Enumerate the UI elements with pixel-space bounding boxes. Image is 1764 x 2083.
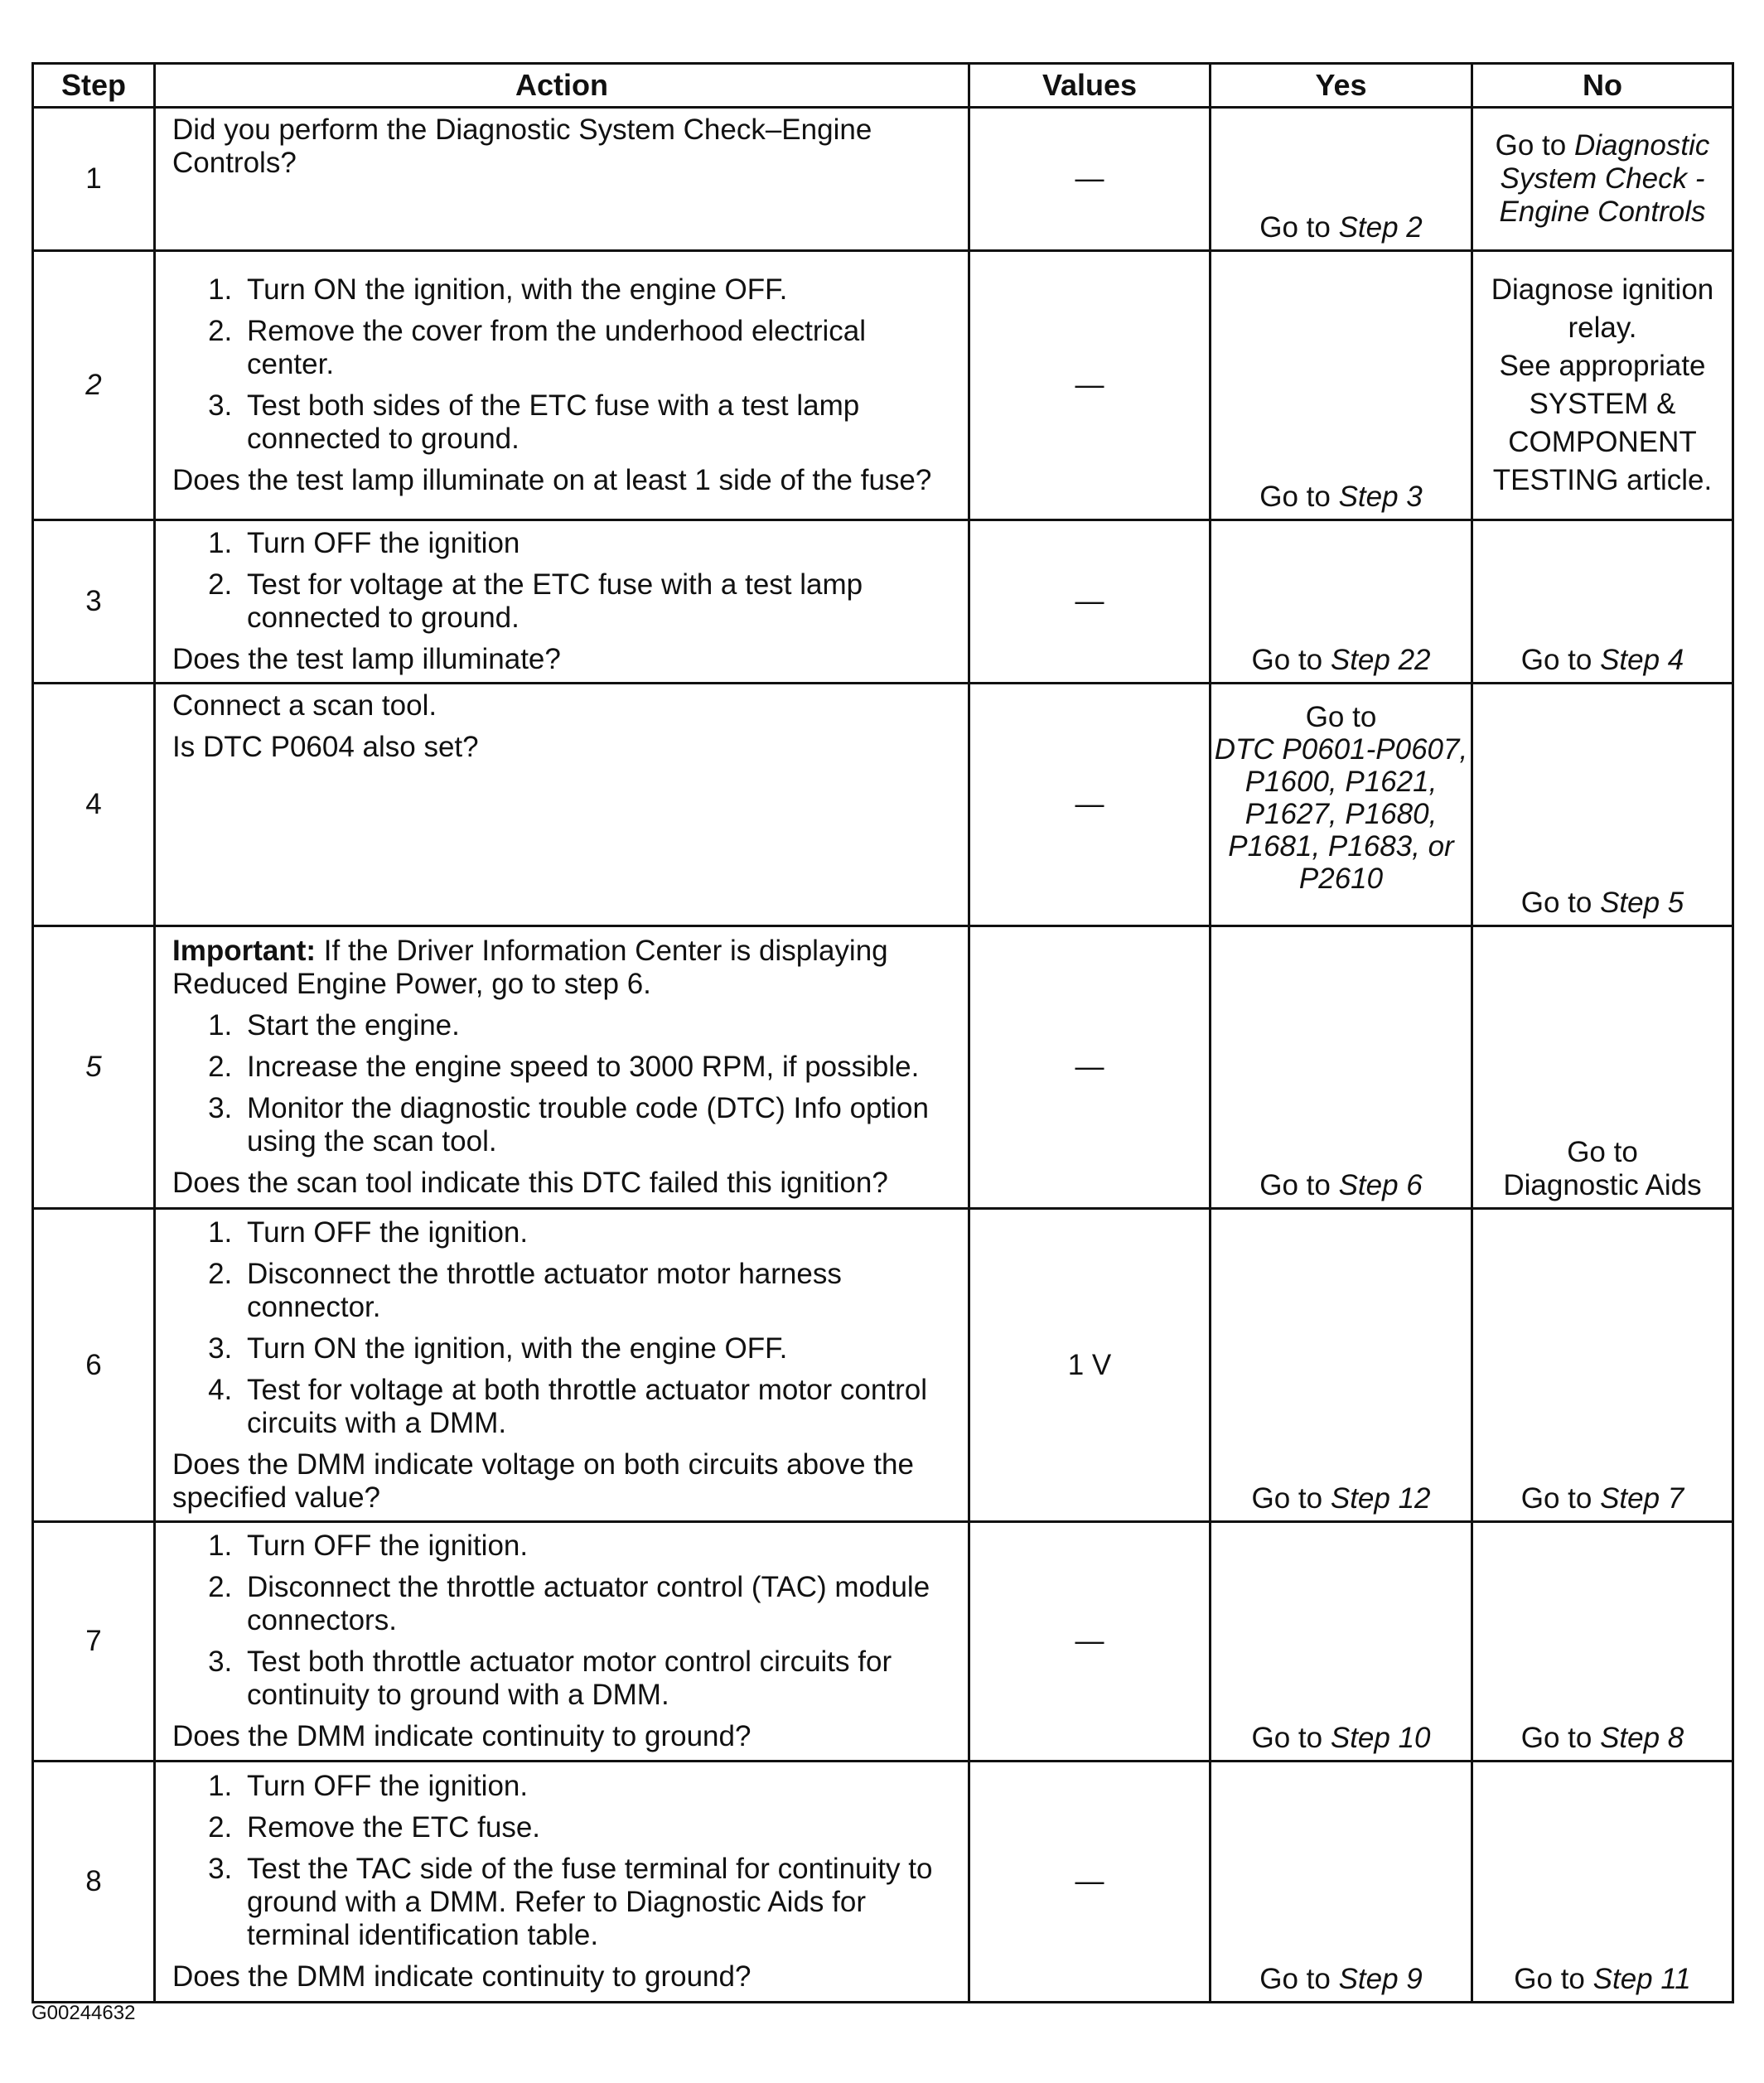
yes-cell: [1211, 520, 1472, 684]
action-cell: [155, 1209, 969, 1522]
no-cell: [1472, 108, 1733, 251]
table-row-step-3: [33, 520, 1733, 684]
action-question: Does the DMM indicate voltage on both circuits above the specified value?: [172, 1447, 914, 1514]
no-prefix: Go to: [1495, 129, 1567, 162]
no-cell: [1472, 926, 1733, 1209]
yes-prefix: Go to: [1251, 644, 1323, 676]
no-line: Go to: [1567, 1136, 1638, 1168]
step-number: 8: [33, 1762, 155, 2003]
no-cell: [1472, 251, 1733, 520]
no-cell: [1472, 1762, 1733, 2003]
header-yes: Yes: [1211, 64, 1472, 108]
important-label: Important:: [172, 935, 317, 967]
yes-target-line: DTC P0601-P0607,: [1214, 733, 1468, 766]
action-cell: [155, 520, 969, 684]
action-question: Does the DMM indicate continuity to ground?: [172, 1960, 752, 1993]
yes-target: Step 3: [1338, 481, 1423, 513]
yes-cell: [1211, 108, 1472, 251]
action-cell: [155, 108, 969, 251]
table-row-step-6: [33, 1209, 1733, 1522]
header-no: No: [1472, 64, 1733, 108]
action-item: 1. Turn OFF the ignition: [240, 527, 956, 560]
yes-target: Step 6: [1338, 1169, 1423, 1201]
action-cell: [155, 684, 969, 926]
action-item: 3. Monitor the diagnostic trouble code (DTC) Info option using the scan tool.: [240, 1092, 956, 1158]
yes-target: Step 9: [1338, 1963, 1423, 1995]
yes-target: Step 22: [1330, 644, 1431, 676]
yes-prefix: Go to: [1259, 211, 1331, 244]
action-question: Does the test lamp illuminate on at least 1 side of the fuse?: [172, 464, 932, 496]
action-line: Connect a scan tool.: [172, 689, 437, 722]
action-question: Does the scan tool indicate this DTC failed this ignition?: [172, 1167, 888, 1199]
value-cell: 1 V: [969, 1209, 1211, 1522]
step-number: 2: [33, 251, 155, 520]
yes-prefix: Go to: [1259, 481, 1331, 513]
action-item: 1. Turn ON the ignition, with the engine OFF.: [240, 273, 956, 307]
no-line: Diagnose ignition: [1491, 273, 1714, 306]
table-row-step-2: [33, 251, 1733, 520]
step-number: 4: [33, 684, 155, 926]
header-values: Values: [969, 64, 1211, 108]
no-prefix: Go to: [1520, 1482, 1592, 1515]
action-item: 4. Test for voltage at both throttle actuator motor control circuits with a DMM.: [240, 1374, 956, 1440]
yes-prefix: Go to: [1251, 1722, 1323, 1754]
no-prefix: Go to: [1520, 644, 1592, 676]
no-target: Diagnostic System Check - Engine Controls: [1499, 129, 1710, 228]
step-number: 7: [33, 1522, 155, 1762]
action-question: Is DTC P0604 also set?: [172, 731, 479, 763]
action-item: 3. Test the TAC side of the fuse terminal for continuity to ground with a DMM. Refer to Diagnostic Aids for terminal identification table.: [240, 1853, 956, 1952]
no-line: See appropriate: [1499, 350, 1706, 382]
action-item: 1. Turn OFF the ignition.: [240, 1530, 956, 1563]
action-item: 1. Turn OFF the ignition.: [240, 1770, 956, 1803]
step-number: 6: [33, 1209, 155, 1522]
action-cell: [155, 1762, 969, 2003]
table-row-step-5: [33, 926, 1733, 1209]
yes-target: Step 2: [1338, 211, 1423, 244]
table-row-step-1: [33, 108, 1733, 251]
header-row: [33, 64, 1733, 108]
yes-target: Step 10: [1330, 1722, 1431, 1754]
table-row-step-8: [33, 1762, 1733, 2003]
no-cell: [1472, 684, 1733, 926]
action-item: 3. Test both throttle actuator motor control circuits for continuity to ground with a DMM.: [240, 1646, 956, 1712]
value-cell: —: [969, 520, 1211, 684]
no-line: relay.: [1568, 312, 1637, 344]
no-target: Step 7: [1600, 1482, 1684, 1515]
action-item: 2. Disconnect the throttle actuator motor harness connector.: [240, 1258, 956, 1324]
important-text: If the Driver Information Center is displaying Reduced Engine Power, go to step 6.: [172, 935, 888, 1000]
yes-target-line: P1627, P1680,: [1244, 798, 1438, 830]
yes-prefix: Go to: [1259, 1169, 1331, 1201]
yes-cell: [1211, 1209, 1472, 1522]
yes-cell: [1211, 1522, 1472, 1762]
yes-target-line: P1681, P1683, or: [1228, 830, 1454, 863]
action-question: Does the DMM indicate continuity to ground?: [172, 1720, 752, 1752]
no-prefix: Go to: [1520, 887, 1592, 919]
action-item: 3. Turn ON the ignition, with the engine OFF.: [240, 1332, 956, 1365]
header-action: Action: [155, 64, 969, 108]
action-item: 2. Remove the ETC fuse.: [240, 1811, 956, 1844]
action-item: 2. Increase the engine speed to 3000 RPM, if possible.: [240, 1051, 956, 1084]
no-line: SYSTEM &: [1529, 388, 1676, 420]
value-cell: —: [969, 251, 1211, 520]
step-number: 1: [33, 108, 155, 251]
step-number: 3: [33, 520, 155, 684]
yes-cell: [1211, 926, 1472, 1209]
no-target: Step 4: [1600, 644, 1684, 676]
important-note: [172, 935, 956, 1001]
no-cell: [1472, 1522, 1733, 1762]
action-item: 2. Remove the cover from the underhood electrical center.: [240, 315, 956, 381]
table-row-step-4: [33, 684, 1733, 926]
action-question: Does the test lamp illuminate?: [172, 643, 561, 675]
no-target: Step 5: [1600, 887, 1684, 919]
table-row-step-7: [33, 1522, 1733, 1762]
action-cell: [155, 1522, 969, 1762]
yes-target: Step 12: [1330, 1482, 1431, 1515]
yes-cell: [1211, 684, 1472, 926]
diagnostic-table: [31, 62, 1734, 2003]
yes-prefix: Go to: [1305, 701, 1377, 733]
no-cell: [1472, 520, 1733, 684]
value-cell: —: [969, 684, 1211, 926]
no-prefix: Go to: [1514, 1963, 1585, 1995]
action-item: 2. Disconnect the throttle actuator control (TAC) module connectors.: [240, 1571, 956, 1637]
no-prefix: Go to: [1520, 1722, 1592, 1754]
figure-id: G00244632: [31, 2002, 136, 2024]
action-cell: [155, 251, 969, 520]
no-cell: [1472, 1209, 1733, 1522]
value-cell: —: [969, 1522, 1211, 1762]
yes-prefix: Go to: [1251, 1482, 1323, 1515]
action-cell: [155, 926, 969, 1209]
yes-target-line: P2610: [1298, 863, 1384, 895]
value-cell: —: [969, 926, 1211, 1209]
no-line: TESTING article.: [1492, 464, 1713, 496]
value-cell: —: [969, 108, 1211, 251]
action-question: Did you perform the Diagnostic System Check–Engine Controls?: [172, 114, 872, 179]
no-line: Diagnostic Aids: [1503, 1169, 1702, 1201]
no-target: Step 11: [1592, 1963, 1691, 1995]
header-step: Step: [33, 64, 155, 108]
action-item: 3. Test both sides of the ETC fuse with a test lamp connected to ground.: [240, 389, 956, 456]
yes-prefix: Go to: [1259, 1963, 1331, 1995]
yes-cell: [1211, 251, 1472, 520]
step-number: 5: [33, 926, 155, 1209]
no-line: COMPONENT: [1508, 426, 1697, 458]
action-item: 1. Turn OFF the ignition.: [240, 1216, 956, 1249]
action-item: 1. Start the engine.: [240, 1009, 956, 1042]
action-item: 2. Test for voltage at the ETC fuse with a test lamp connected to ground.: [240, 568, 956, 635]
value-cell: —: [969, 1762, 1211, 2003]
no-target: Step 8: [1600, 1722, 1684, 1754]
yes-cell: [1211, 1762, 1472, 2003]
yes-target-line: P1600, P1621,: [1244, 766, 1438, 798]
